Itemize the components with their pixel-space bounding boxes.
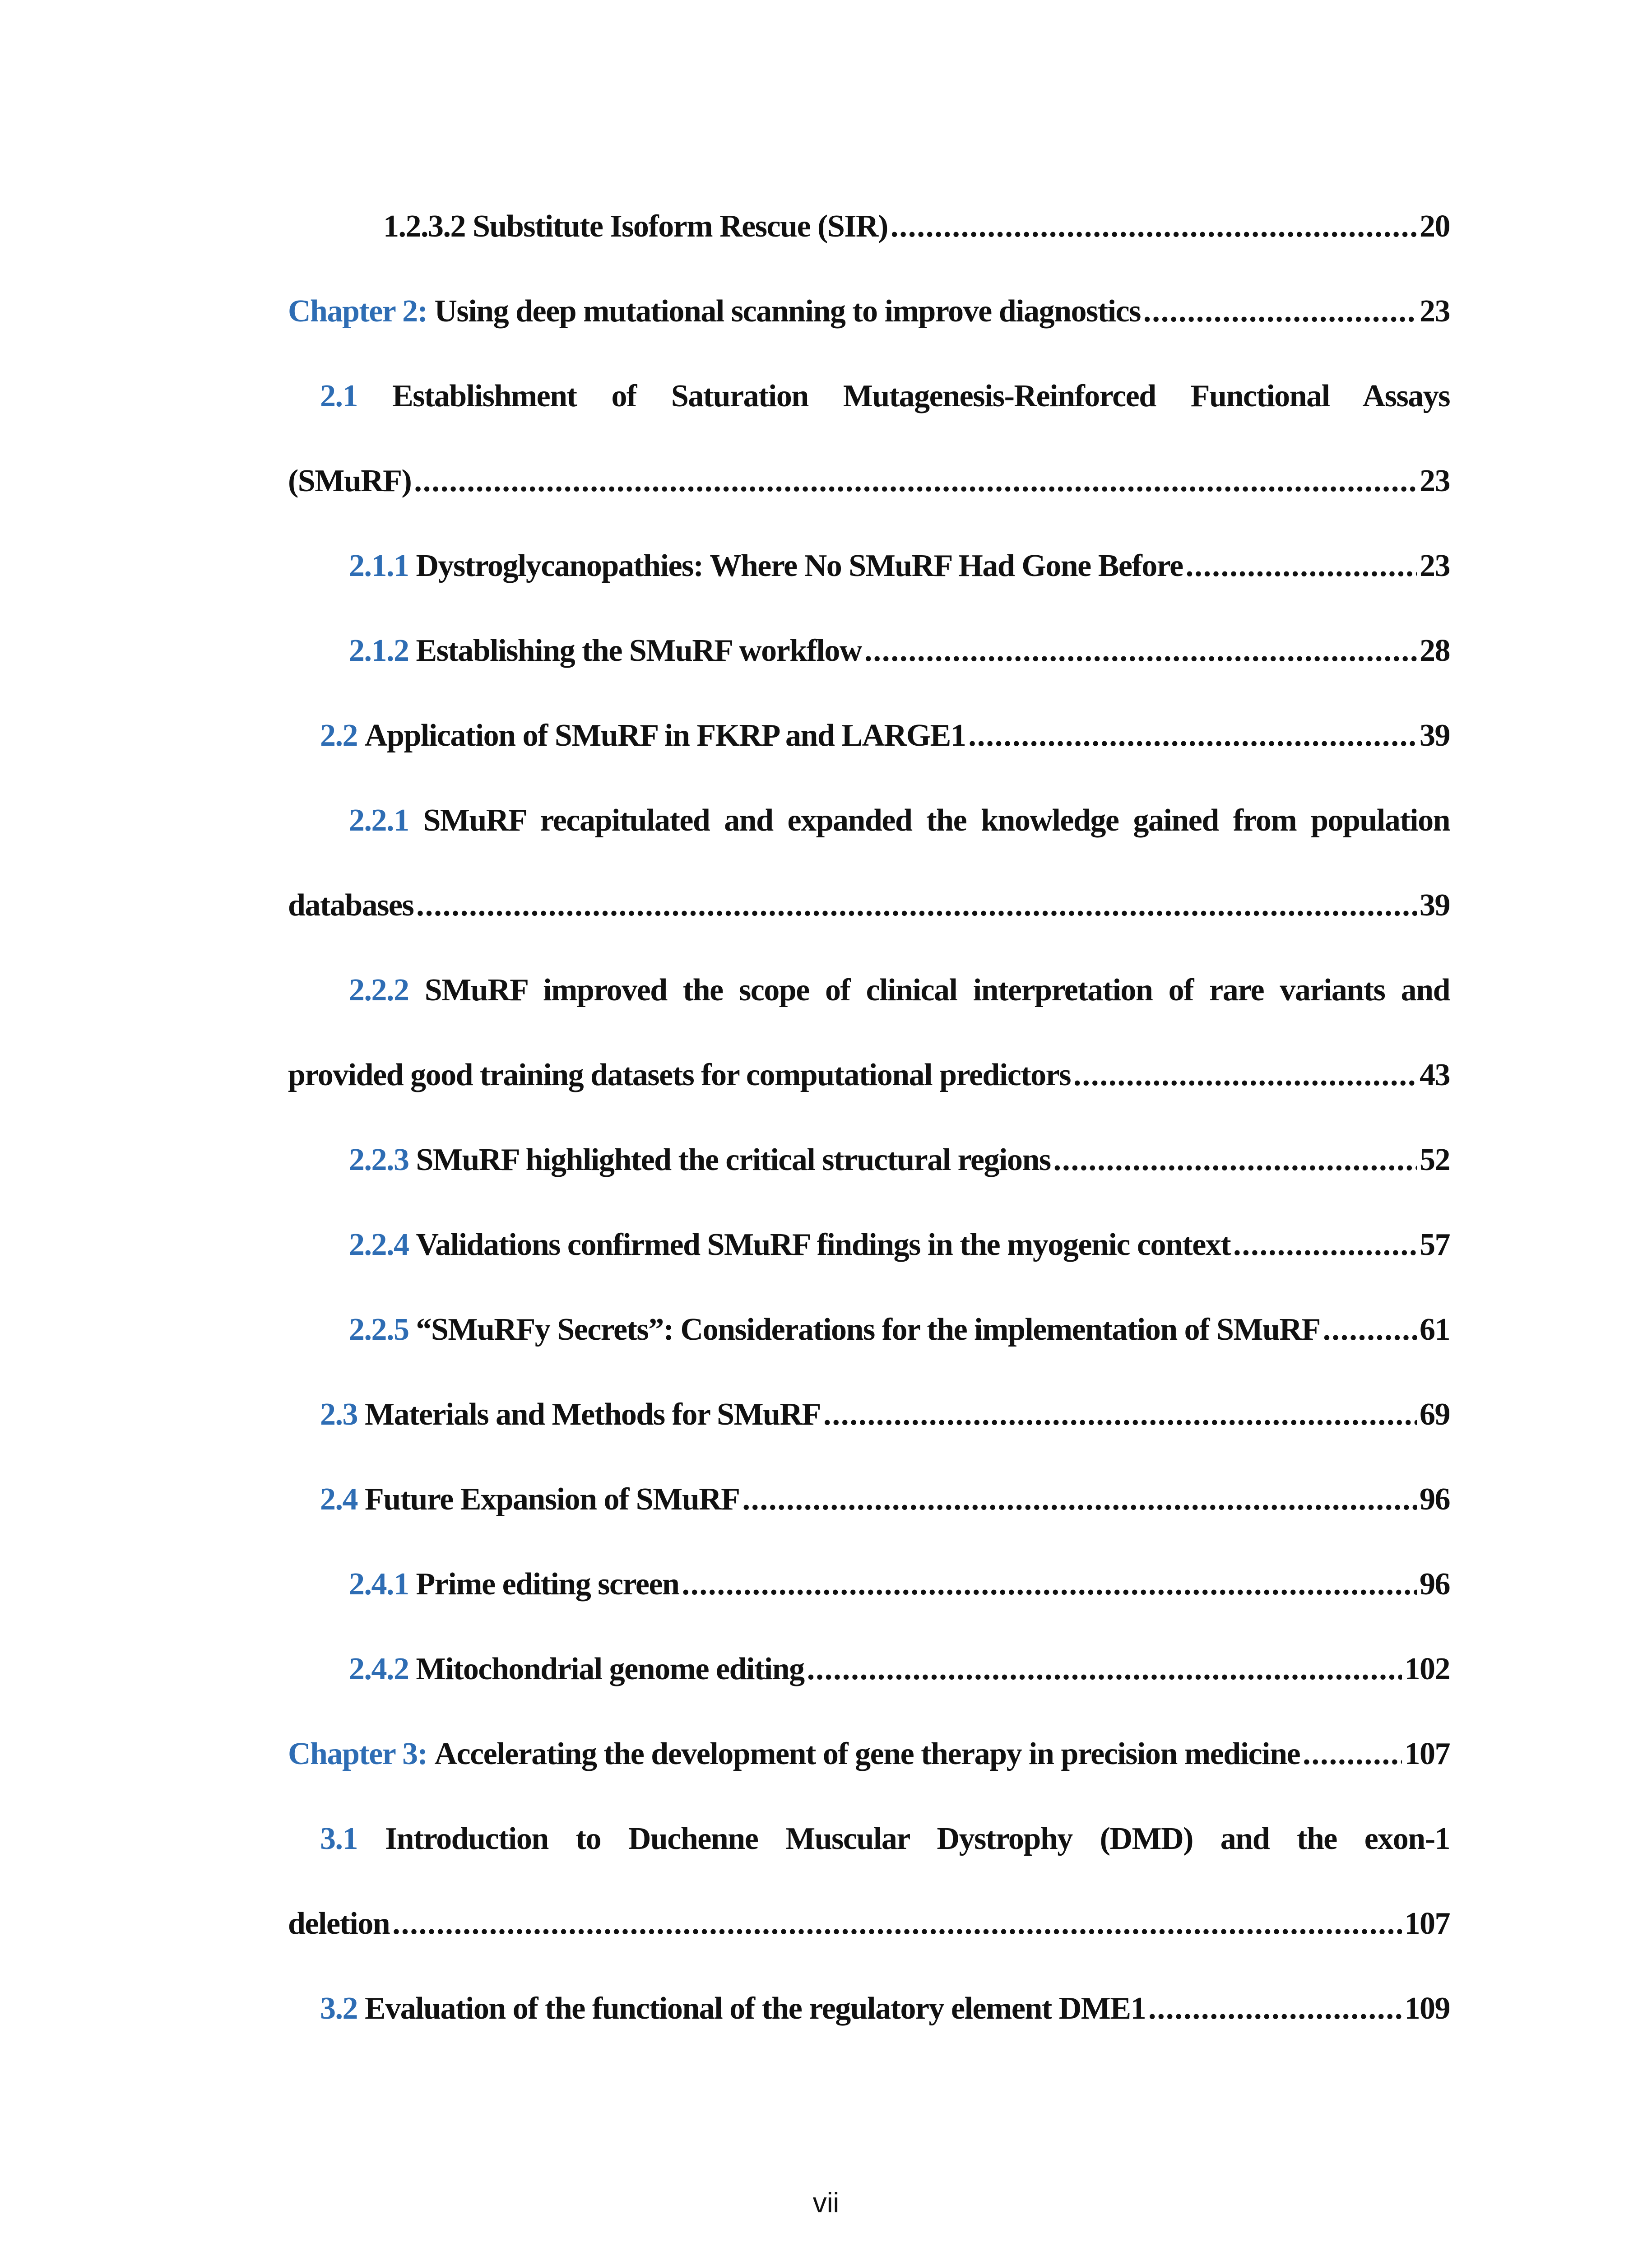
toc-leader-dots (968, 718, 1417, 754)
toc-entry-page: 107 (1404, 1737, 1450, 1771)
toc-section-number: 2.4 (320, 1482, 357, 1517)
toc-entry-page: 61 (1420, 1312, 1450, 1347)
toc-entry-title: deletion (288, 1906, 390, 1941)
toc-section-number: 2.2.4 (349, 1227, 409, 1262)
toc-entry[interactable] (320, 1991, 1450, 2040)
toc-entry[interactable] (349, 1566, 1450, 1616)
toc-entry-page: 52 (1420, 1142, 1450, 1177)
toc-entry-page: 28 (1420, 633, 1450, 668)
toc-section-number: 2.4.1 (349, 1567, 409, 1602)
toc-leader-dots (1148, 1991, 1401, 2027)
toc-entry[interactable] (349, 803, 1450, 852)
toc-section-number: 2.1 (320, 379, 357, 413)
toc-entry-page: 109 (1404, 1991, 1450, 2026)
toc-leader-dots (392, 1906, 1401, 1942)
toc-leader-dots (1143, 293, 1417, 330)
toc-entry-title: SMuRF recapitulated and expanded the knowledge gained from population (423, 803, 1450, 838)
toc-section-number: 3.1 (320, 1821, 357, 1856)
toc-entry[interactable] (320, 1821, 1450, 1871)
toc-section-number: 2.3 (320, 1397, 357, 1432)
toc-entry[interactable] (349, 972, 1450, 1022)
toc-entry[interactable] (349, 1227, 1450, 1277)
toc-leader-dots (414, 463, 1417, 499)
toc-entry[interactable] (288, 1057, 1450, 1107)
toc-entry-page: 23 (1420, 548, 1450, 583)
toc-entry-title: provided good training datasets for computational predictors (288, 1058, 1071, 1092)
toc-leader-dots (1303, 1736, 1401, 1772)
toc-leader-dots (1323, 1312, 1417, 1348)
toc-section-number: 3.2 (320, 1991, 357, 2026)
toc-section-number: 2.2.5 (349, 1312, 409, 1347)
toc-entry-title: Prime editing screen (416, 1567, 679, 1602)
toc-entry[interactable] (320, 378, 1450, 428)
toc-entry-title: Mitochondrial genome editing (416, 1652, 804, 1686)
toc-entry-title: SMuRF highlighted the critical structural regions (416, 1142, 1051, 1177)
toc-entry-title: “SMuRFy Secrets”: Considerations for the implementation of SMuRF (416, 1312, 1320, 1347)
toc-section-number: 2.2 (320, 718, 357, 753)
toc-leader-dots (864, 633, 1417, 669)
toc-entry-title: Establishing the SMuRF workflow (416, 633, 862, 668)
toc-leader-dots (1186, 548, 1417, 584)
toc-entry[interactable] (288, 463, 1450, 513)
toc-entry-title: Establishment of Saturation Mutagenesis-Reinforced Functional Assays (392, 379, 1450, 413)
toc-entry-title: 1.2.3.2 Substitute Isoform Rescue (SIR) (383, 209, 888, 244)
toc-leader-dots (416, 887, 1417, 924)
toc-entry[interactable] (349, 633, 1450, 683)
toc-entry[interactable] (288, 887, 1450, 937)
toc-entry-title: Future Expansion of SMuRF (365, 1482, 740, 1517)
toc-entry-title: Using deep mutational scanning to improve diagnostics (434, 294, 1141, 329)
toc-leader-dots (823, 1397, 1417, 1433)
toc-leader-dots (742, 1481, 1417, 1518)
toc-leader-dots (1233, 1227, 1417, 1263)
toc-entry-page: 39 (1420, 718, 1450, 753)
toc-entry-page: 23 (1420, 294, 1450, 329)
toc-entry-page: 96 (1420, 1482, 1450, 1517)
toc-entry-title: SMuRF improved the scope of clinical interpretation of rare variants and (424, 973, 1450, 1008)
toc-leader-dots (1073, 1057, 1417, 1093)
toc-leader-dots (1053, 1142, 1417, 1178)
toc-entry-page: 57 (1420, 1227, 1450, 1262)
toc-section-number: 2.1.2 (349, 633, 409, 668)
toc-section-number: 2.4.2 (349, 1652, 409, 1686)
toc-entry-page: 96 (1420, 1567, 1450, 1602)
toc-entry[interactable] (349, 1651, 1450, 1701)
toc-entry-title: Materials and Methods for SMuRF (365, 1397, 821, 1432)
toc-entry-title: Validations confirmed SMuRF findings in the myogenic context (416, 1227, 1231, 1262)
toc-entry[interactable] (288, 1736, 1450, 1786)
toc-section-number: 2.1.1 (349, 548, 409, 583)
toc-entry[interactable] (320, 718, 1450, 767)
toc-section-number: 2.2.3 (349, 1142, 409, 1177)
page-number: vii (812, 2187, 840, 2219)
toc-leader-dots (891, 209, 1417, 245)
toc-entry[interactable] (320, 1481, 1450, 1531)
toc-entry-title: Application of SMuRF in FKRP and LARGE1 (365, 718, 966, 753)
toc-entry-title: (SMuRF) (288, 464, 412, 498)
toc-entry[interactable] (349, 1142, 1450, 1192)
toc-entry-page: 20 (1420, 209, 1450, 244)
toc-entry-title: Dystroglycanopathies: Where No SMuRF Had Gone Before (416, 548, 1183, 583)
toc-entry-page: 102 (1404, 1652, 1450, 1686)
toc-entry-title: Introduction to Duchenne Muscular Dystrophy (DMD) and the exon-1 (385, 1821, 1450, 1856)
toc-entry-page: 43 (1420, 1058, 1450, 1092)
toc-chapter-label: Chapter 3: (288, 1737, 427, 1771)
toc-section-number: 2.2.1 (349, 803, 409, 838)
toc-entry[interactable] (349, 548, 1450, 598)
toc-entry[interactable] (288, 293, 1450, 343)
toc-entry-title: databases (288, 888, 414, 923)
toc-section-number: 2.2.2 (349, 973, 409, 1008)
toc-entry[interactable] (288, 1906, 1450, 1955)
toc-leader-dots (807, 1651, 1402, 1687)
toc-entry-page: 107 (1404, 1906, 1450, 1941)
toc-leader-dots (682, 1566, 1417, 1602)
toc-entry-page: 23 (1420, 464, 1450, 498)
toc-entry-page: 39 (1420, 888, 1450, 923)
toc-entry[interactable] (349, 1312, 1450, 1361)
toc-entry[interactable] (383, 209, 1450, 258)
toc-entry-title: Evaluation of the functional of the regulatory element DME1 (365, 1991, 1146, 2026)
toc-chapter-label: Chapter 2: (288, 294, 427, 329)
toc-entry-title: Accelerating the development of gene therapy in precision medicine (434, 1737, 1300, 1771)
toc-entry[interactable] (320, 1397, 1450, 1446)
toc-entry-page: 69 (1420, 1397, 1450, 1432)
